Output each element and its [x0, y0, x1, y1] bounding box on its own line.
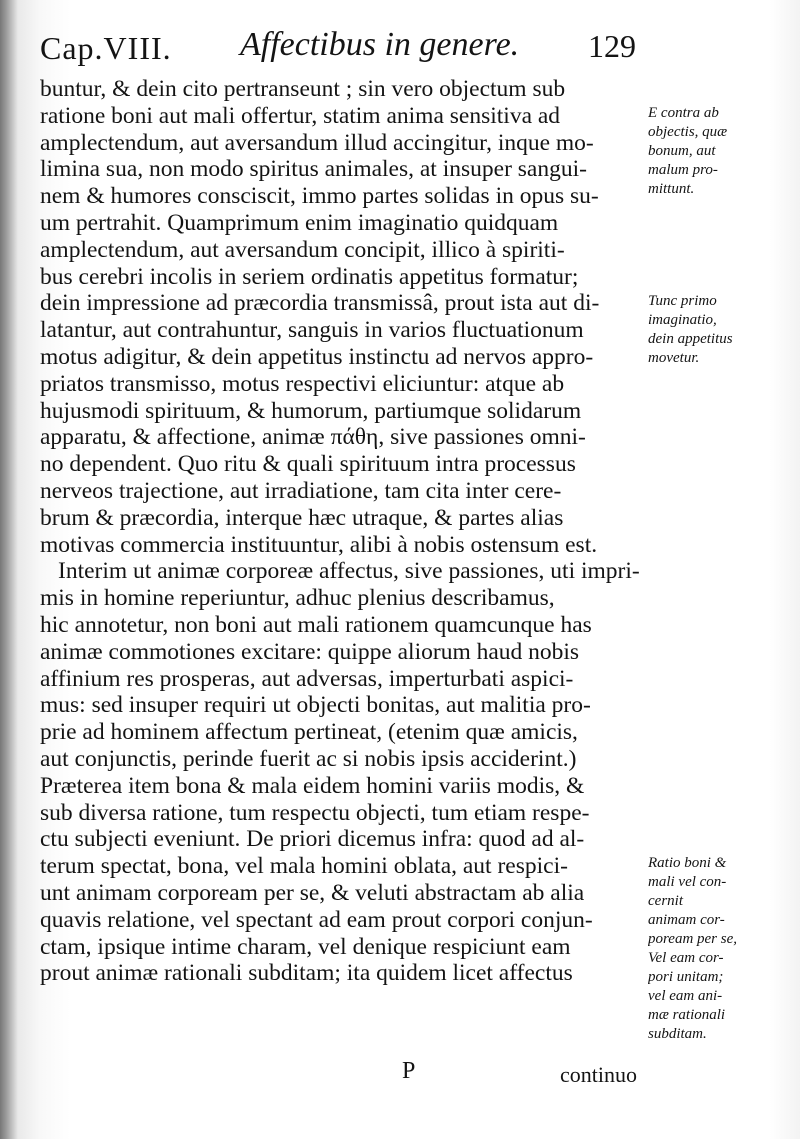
text-line: aut conjunctis, perinde fuerit ac si nobis ipsis acciderint.) [40, 745, 577, 772]
margin-line: Vel eam cor- [648, 950, 724, 966]
text-line: amplectendum, aut aversandum concipit, illico à spiriti- [40, 236, 565, 263]
text-line: terum spectat, bona, vel mala homini oblata, aut respici- [40, 853, 568, 880]
page-title: Affectibus in genere. [240, 26, 520, 63]
text-line: nerveos trajectione, aut irradiatione, tam cita inter cere- [40, 477, 562, 504]
text-line: nem & humores consciscit, immo partes solidas in opus su- [40, 183, 599, 210]
text-line: limina sua, non modo spiritus animales, at insuper sangui- [40, 156, 587, 183]
page-number: 129 [588, 28, 636, 64]
margin-line: Tunc primo [648, 293, 717, 309]
margin-line: imaginatio, [648, 312, 717, 328]
margin-line: mittunt. [648, 181, 695, 197]
margin-line: mali vel con- [648, 874, 727, 890]
page-footer [40, 1058, 670, 1098]
text-line: affinium res prosperas, aut adversas, imperturbati aspici- [40, 665, 574, 692]
text-line: animæ commotiones excitare: quippe aliorum haud nobis [40, 638, 580, 665]
text-line: latantur, aut contrahuntur, sanguis in varios fluctuationum [40, 317, 584, 344]
chapter-label: Cap.VIII. [40, 30, 172, 66]
margin-line: objectis, quæ [648, 124, 728, 140]
text-line: no dependent. Quo ritu & quali spirituum intra processus [40, 451, 576, 478]
text-line: motivas commercia instituuntur, alibi à nobis ostensum est. [40, 531, 598, 558]
text-line: apparatu, & affectione, animæ πάθη, sive passiones omni- [40, 424, 586, 451]
margin-note-ratio [648, 854, 798, 1044]
margin-line: malum pro- [648, 162, 718, 178]
text-line: quavis relatione, vel spectant ad eam prout corpori conjun- [40, 906, 593, 933]
text-line: brum & præcordia, interque hæc utraque, & partes alias [40, 504, 564, 531]
margin-note-objects [648, 104, 798, 199]
catchword: continuo [560, 1062, 637, 1087]
text-line: hujusmodi spirituum, & humorum, partiumque solidarum [40, 397, 582, 424]
margin-line: subditam. [648, 1026, 707, 1042]
margin-note-imagination [648, 292, 798, 368]
margin-line: animam cor- [648, 912, 725, 928]
text-line: amplectendum, aut aversandum illud accingitur, inque mo- [40, 129, 594, 156]
text-line: ctam, ipsique intime charam, vel denique respiciunt eam [40, 933, 571, 960]
margin-line: movetur. [648, 350, 700, 366]
margin-line: mæ rationali [648, 1007, 726, 1023]
text-line: Præterea item bona & mala eidem homini variis modis, & [40, 772, 585, 799]
main-text [40, 76, 652, 987]
text-line: bus cerebri incolis in seriem ordinatis appetitus formatur; [40, 263, 579, 290]
text-line: mus: sed insuper requiri ut objecti bonitas, aut malitia pro- [40, 692, 591, 719]
margin-line: poream per se, [648, 931, 738, 947]
text-line: dein impressione ad præcordia transmissâ, prout ista aut di- [40, 290, 600, 317]
text-line: priatos transmisso, motus respectivi eliciuntur: atque ab [40, 370, 565, 397]
margin-line: pori unitam; [648, 969, 724, 985]
margin-line: dein appetitus [648, 331, 733, 347]
margin-line: Ratio boni & [648, 855, 727, 871]
text-line: ratione boni aut mali offertur, statim anima sensitiva ad [40, 102, 561, 129]
margin-line: E contra ab [648, 105, 719, 121]
signature-mark: P [402, 1058, 416, 1084]
text-line: motus adigitur, & dein appetitus instinctu ad nervos appro- [40, 343, 594, 370]
text-line: mis in homine reperiuntur, adhuc plenius describamus, [40, 585, 555, 612]
text-line: sub diversa ratione, tum respectu objecti, tum etiam respe- [40, 799, 590, 826]
margin-line: vel eam ani- [648, 988, 723, 1004]
text-line: unt animam corpoream per se, & veluti abstractam ab alia [40, 879, 585, 906]
text-line: buntur, & dein cito pertranseunt ; sin vero objectum sub [40, 76, 566, 102]
text-line: ctu subjecti eveniunt. De priori dicemus infra: quod ad al- [40, 826, 585, 853]
paragraph-start-line: Interim ut animæ corporeæ affectus, sive passiones, uti impri- [58, 558, 640, 585]
running-header [40, 26, 660, 76]
text-line: um pertrahit. Quamprimum enim imaginatio quidquam [40, 209, 559, 236]
margin-line: cernit [648, 893, 683, 909]
text-line: hic annotetur, non boni aut mali rationem quamcunque has [40, 611, 592, 638]
text-line: prout animæ rationali subditam; ita quidem licet affectus [40, 960, 573, 987]
text-line: prie ad hominem affectum pertineat, (etenim quæ amicis, [40, 719, 578, 746]
margin-line: bonum, aut [648, 143, 716, 159]
